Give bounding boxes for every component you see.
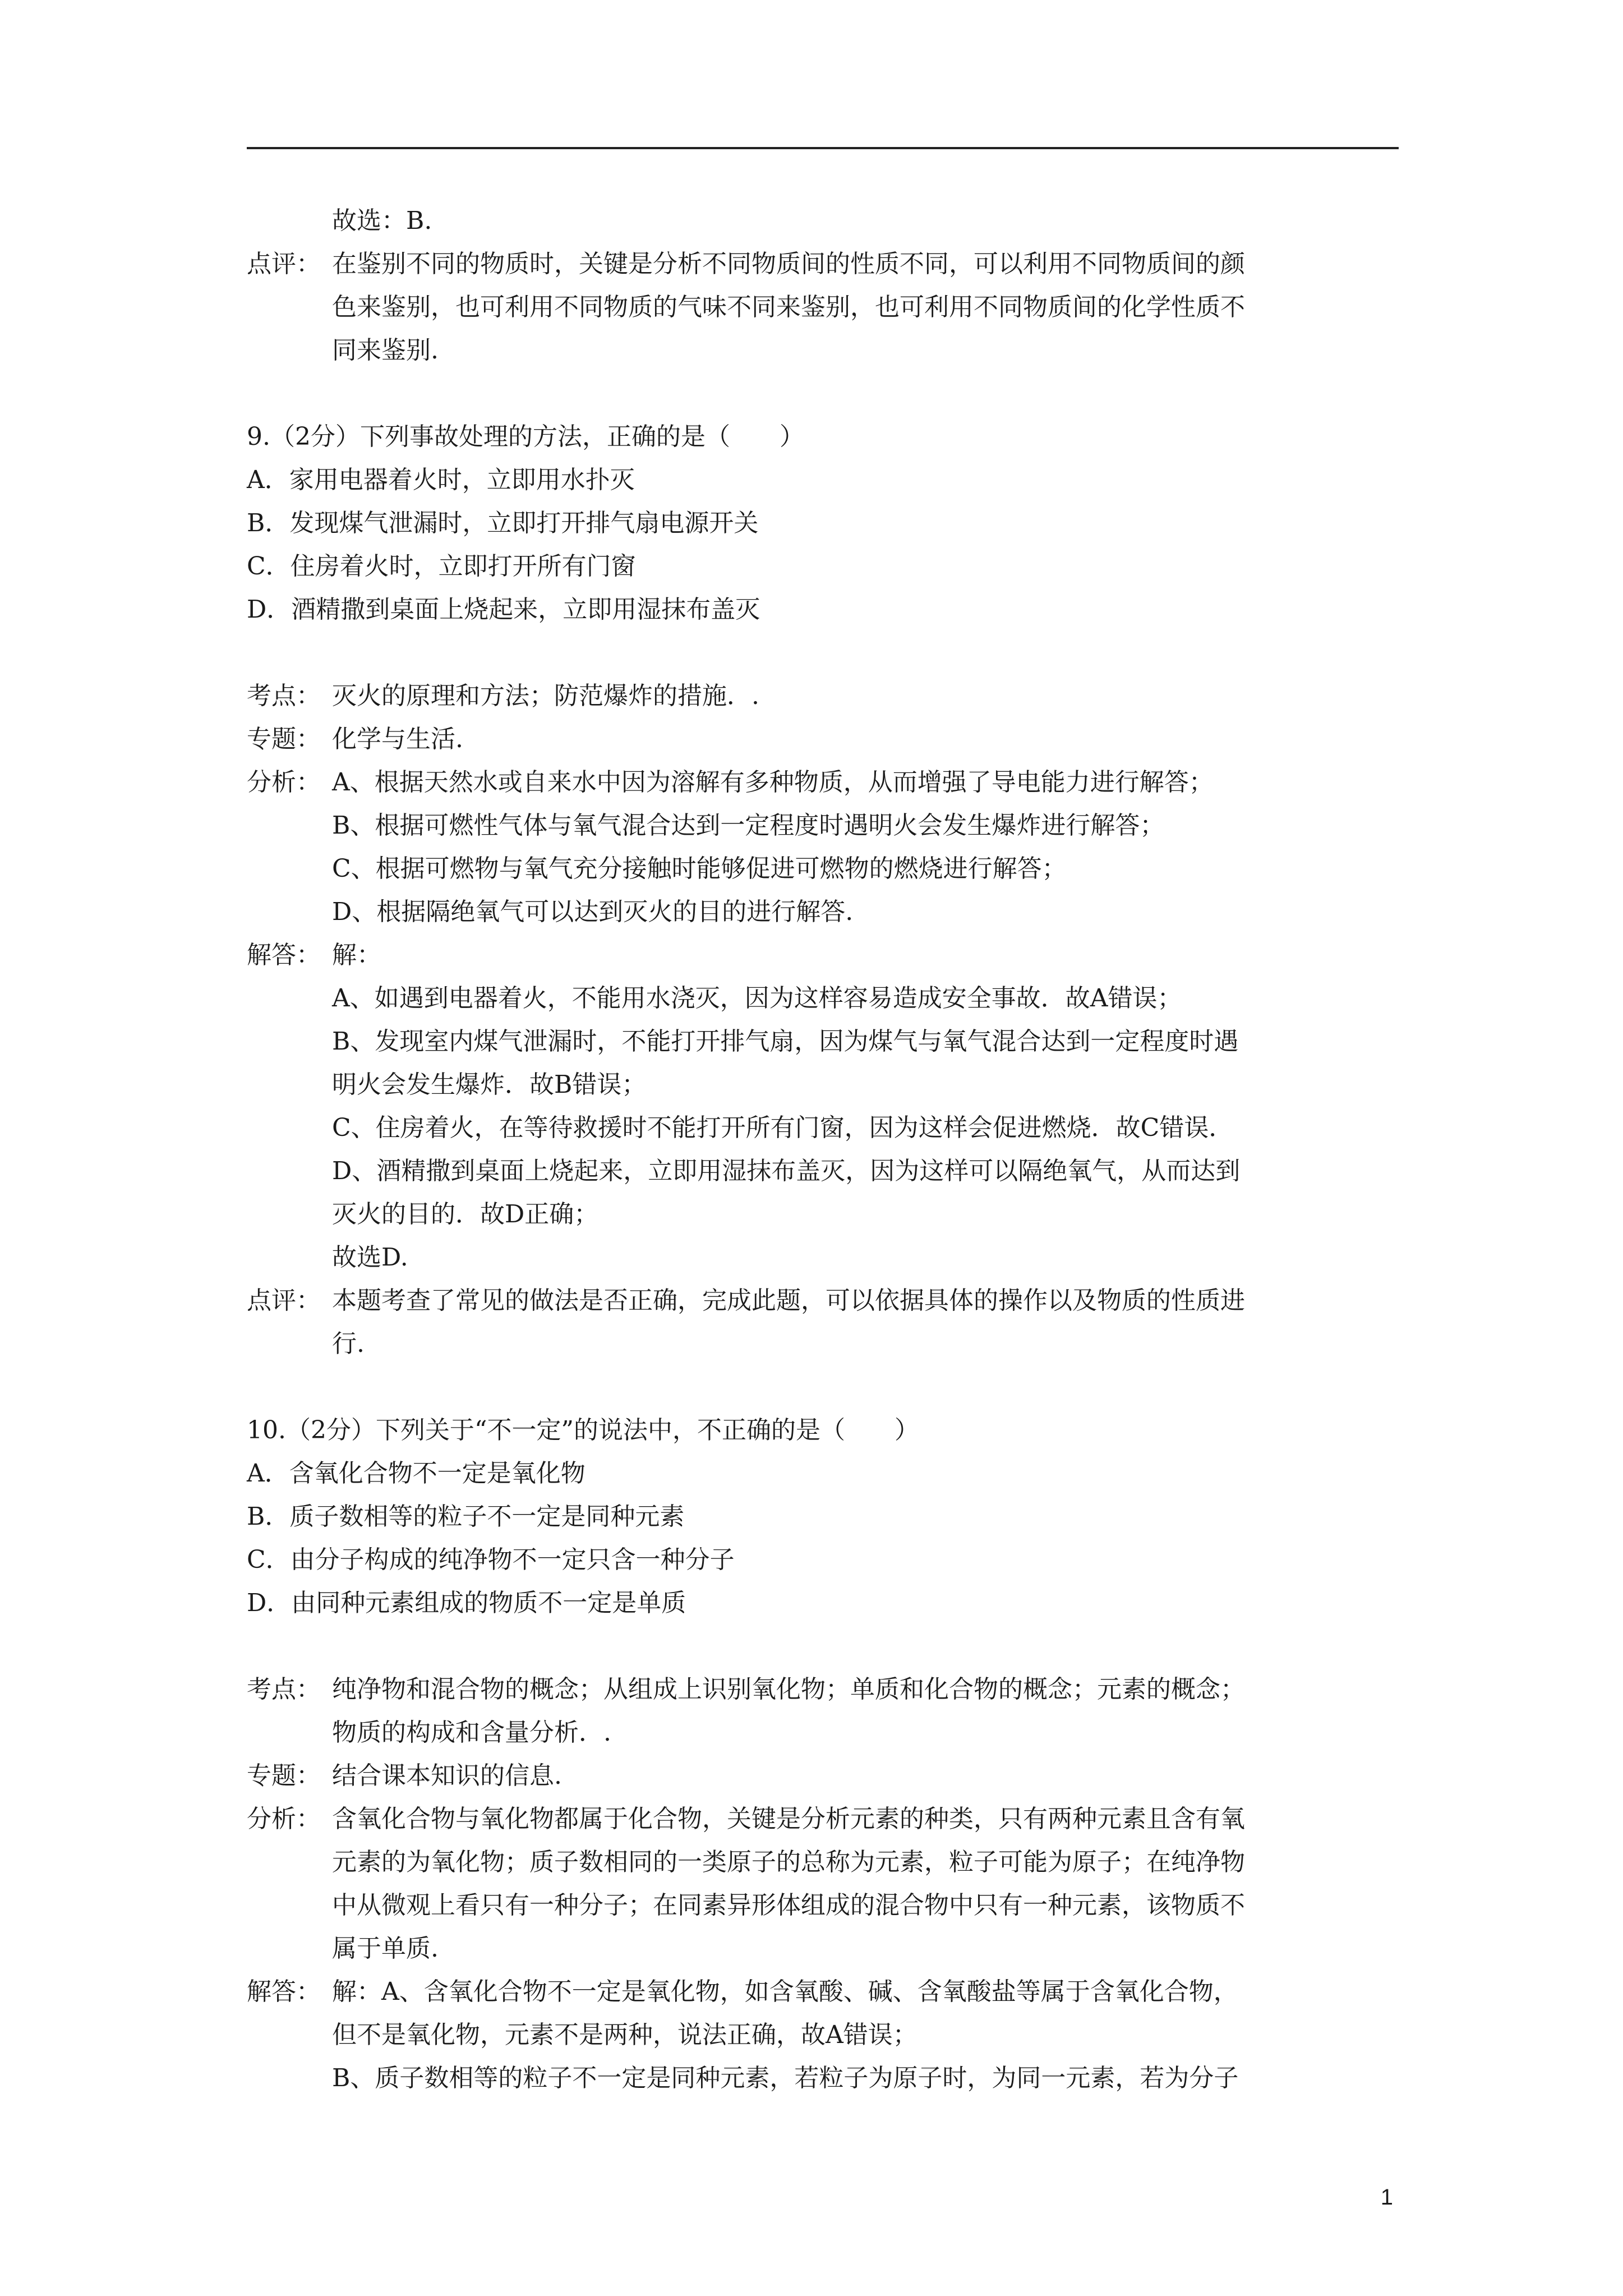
paragraph-gap (247, 631, 1402, 674)
section-label: 分析： (247, 768, 321, 797)
labeled-line (247, 717, 1402, 761)
section-text: 物质的构成和含量分析．. (332, 1718, 611, 1747)
paragraph-gap (247, 1365, 1402, 1409)
labeled-line (247, 761, 1402, 804)
section-text: 纯净物和混合物的概念；从组成上识别氧化物；单质和化合物的概念；元素的概念； (332, 1675, 1245, 1704)
text-line: B．质子数相等的粒子不一定是同种元素 (247, 1502, 685, 1531)
labeled-line (247, 804, 1402, 847)
section-text: 明火会发生爆炸．故B错误； (332, 1070, 647, 1099)
text-line: B．发现煤气泄漏时，立即打开排气扇电源开关 (247, 509, 759, 537)
labeled-line (247, 1711, 1402, 1754)
labeled-line (247, 1020, 1402, 1063)
section-text: B、质子数相等的粒子不一定是同种元素，若粒子为原子时，为同一元素，若为分子 (332, 2064, 1239, 2092)
labeled-line (247, 1668, 1402, 1711)
labeled-line (247, 1322, 1402, 1365)
section-text: B、发现室内煤气泄漏时，不能打开排气扇，因为煤气与氧气混合达到一定程度时遇 (332, 1027, 1239, 1056)
page-number: 1 (1380, 2185, 1393, 2210)
labeled-line (247, 1106, 1402, 1149)
document-body (247, 199, 1402, 2100)
labeled-line (247, 2056, 1402, 2100)
section-text: 元素的为氧化物；质子数相同的一类原子的总称为元素，粒子可能为原子；在纯净物 (332, 1848, 1245, 1876)
labeled-line (247, 1754, 1402, 1797)
text-line: 故选：B. (332, 206, 432, 235)
labeled-line (247, 1797, 1402, 1841)
labeled-line (247, 1927, 1402, 1970)
paragraph-gap (247, 1625, 1402, 1668)
text-line: A．家用电器着火时，立即用水扑灭 (247, 466, 635, 494)
labeled-line (247, 1884, 1402, 1927)
section-label: 专题： (247, 725, 321, 753)
labeled-line (247, 933, 1402, 977)
labeled-line (247, 977, 1402, 1020)
section-text: 解：A、含氧化合物不一定是氧化物，如含氧酸、碱、含氧酸盐等属于含氧化合物， (332, 1977, 1238, 2006)
section-text: 本题考查了常见的做法是否正确，完成此题，可以依据具体的操作以及物质的性质进 (332, 1286, 1245, 1315)
labeled-line (247, 890, 1402, 933)
section-text: A、如遇到电器着火，不能用水浇灭，因为这样容易造成安全事故．故A错误； (332, 984, 1182, 1013)
labeled-line (247, 847, 1402, 890)
section-label: 分析： (247, 1805, 321, 1833)
section-text: 属于单质. (332, 1934, 439, 1963)
section-text: 中从微观上看只有一种分子；在同素异形体组成的混合物中只有一种元素，该物质不 (332, 1891, 1245, 1920)
section-text: B、根据可燃性气体与氧气混合达到一定程度时遇明火会发生爆炸进行解答； (332, 811, 1165, 840)
section-label: 解答： (247, 941, 321, 969)
section-label: 点评： (247, 250, 321, 278)
labeled-line (247, 1279, 1402, 1322)
section-label: 解答： (247, 1977, 321, 2006)
text-line: C．由分子构成的纯净物不一定只含一种分子 (247, 1545, 735, 1574)
section-text: 灭火的原理和方法；防范爆炸的措施．. (332, 682, 759, 710)
labeled-line (247, 1236, 1402, 1279)
labeled-line (247, 242, 1402, 286)
labeled-line (247, 1193, 1402, 1236)
labeled-line (247, 2013, 1402, 2056)
labeled-line (247, 1063, 1402, 1106)
section-text: 解： (332, 941, 381, 969)
labeled-line (247, 329, 1402, 372)
section-text: 化学与生活. (332, 725, 463, 753)
section-text: C、根据可燃物与氧气充分接触时能够促进可燃物的燃烧进行解答； (332, 854, 1067, 883)
labeled-line (247, 1149, 1402, 1193)
section-text: 在鉴别不同的物质时，关键是分析不同物质间的性质不同，可以利用不同物质间的颜 (332, 250, 1245, 278)
text-line: C．住房着火时，立即打开所有门窗 (247, 552, 636, 581)
section-text: 含氧化合物与氧化物都属于化合物，关键是分析元素的种类，只有两种元素且含有氧 (332, 1805, 1245, 1833)
section-text: D、根据隔绝氧气可以达到灭火的目的进行解答. (332, 898, 854, 926)
section-text: A、根据天然水或自来水中因为溶解有多种物质，从而增强了导电能力进行解答； (332, 768, 1214, 797)
section-text: 行. (332, 1329, 365, 1358)
section-text: 故选D. (332, 1243, 408, 1272)
labeled-line (247, 1841, 1402, 1884)
labeled-line (247, 286, 1402, 329)
labeled-line (247, 1970, 1402, 2013)
section-label: 点评： (247, 1286, 321, 1315)
text-line: A．含氧化合物不一定是氧化物 (247, 1459, 585, 1488)
section-text: 但不是氧化物，元素不是两种，说法正确，故A错误； (332, 2021, 917, 2049)
labeled-line (247, 674, 1402, 717)
section-text: D、酒精撒到桌面上烧起来，立即用湿抹布盖灭，因为这样可以隔绝氧气，从而达到 (332, 1157, 1241, 1185)
section-text: 色来鉴别，也可利用不同物质的气味不同来鉴别，也可利用不同物质间的化学性质不 (332, 293, 1245, 321)
text-line: 10.（2分）下列关于“不一定”的说法中，不正确的是（ ） (247, 1416, 919, 1444)
section-label: 考点： (247, 1675, 321, 1704)
text-line: D．酒精撒到桌面上烧起来，立即用湿抹布盖灭 (247, 595, 760, 624)
text-line: 9.（2分）下列事故处理的方法，正确的是（ ） (247, 422, 804, 451)
section-text: 同来鉴别. (332, 336, 439, 365)
section-text: C、住房着火，在等待救援时不能打开所有门窗，因为这样会促进燃烧．故C错误． (332, 1114, 1234, 1142)
paragraph-gap (247, 372, 1402, 415)
section-label: 专题： (247, 1761, 321, 1790)
section-text: 灭火的目的．故D正确； (332, 1200, 599, 1228)
section-text: 结合课本知识的信息. (332, 1761, 562, 1790)
text-line: D．由同种元素组成的物质不一定是单质 (247, 1589, 686, 1617)
section-label: 考点： (247, 682, 321, 710)
header-rule (247, 147, 1399, 149)
